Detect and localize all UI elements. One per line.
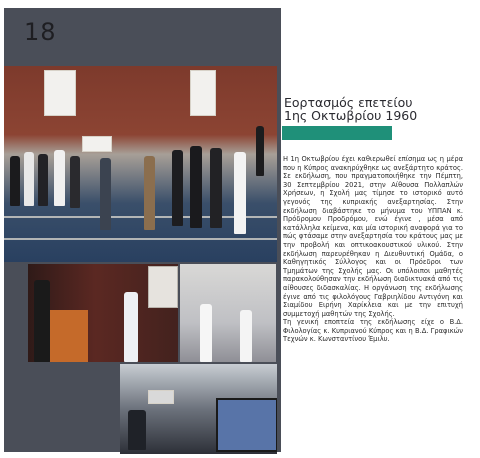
floor-line xyxy=(4,238,277,240)
person xyxy=(54,150,65,206)
projection-screen xyxy=(148,266,178,308)
article-paragraph: Τη γενική εποπτεία της εκδήλωσης είχε ο Β.Δ. Φιλολογίας κ. Κυπριανού Κύπρος και η Β.Δ. Γραφικών Τεχνών κ. Κωνσταντίνου Έμιλυ. xyxy=(283,318,463,344)
person xyxy=(144,156,155,230)
student xyxy=(128,410,146,450)
person xyxy=(256,126,264,176)
title-line: Εορτασμός επετείου xyxy=(284,95,413,110)
accent-bar xyxy=(282,126,392,140)
hall-window xyxy=(44,70,76,116)
person xyxy=(10,156,20,206)
person xyxy=(70,156,80,208)
article-title xyxy=(284,96,417,122)
classroom-photo xyxy=(120,364,277,454)
person xyxy=(190,146,202,228)
students-photo xyxy=(180,264,276,362)
speaker xyxy=(34,280,50,362)
article-paragraph: Η 1η Οκτωβρίου έχει καθιερωθεί επίσημα ως η μέρα που η Κύπρος ανακηρύχθηκε ως ανεξάρτητο κράτος. Σε εκδήλωση, που πραγματοποιήθηκε την Πέμπτη, 30 Σεπτεμβρίου 2021, στην Αίθουσα Πολλαπλών Χρήσεων, η Σχολή μας τίμησε το ιστορικό αυτό γεγονός της κυπριακής ανεξαρτησίας. Στην εκδήλωση διαβάστηκε το μήνυμα του ΥΠΠΑΝ κ. Πρόδρομου Προδρόμου, ενώ έγινε , μέσα από κατάλληλα κείμενα, και μία ιστορική αναφορά για το πώς φτάσαμε στην ανεξαρτησία του κράτους μας με την προβολή και οπτικοακουστικού υλικού. Στην εκδήλωση παρευρέθηκαν η Διευθυντική Ομάδα, ο Καθηγητικός Σύλλογος και οι Πρόεδροι των Τμημάτων της Σχολής μας. Οι υπόλοιποι μαθητές παρακολούθησαν την εκδήλωση διαδικτυακά από τις αίθουσες διδασκαλίας. Η οργάνωση της εκδήλωσης έγινε από τις φιλολόγους Γαβριηλίδου Αντιγόνη και Σιαμίδου Ειρήνη Χαρίκλεια και με την επιτυχή συμμετοχή μαθητών της Σχολής. xyxy=(283,155,463,318)
student xyxy=(124,292,138,362)
title-line: 1ης Οκτωβρίου 1960 xyxy=(284,108,418,123)
student xyxy=(240,310,252,362)
student xyxy=(200,304,212,362)
assembly-hall-photo xyxy=(4,66,277,262)
person xyxy=(172,150,183,226)
person xyxy=(24,152,34,206)
page-number: 18 xyxy=(24,18,57,46)
window xyxy=(148,390,174,404)
person xyxy=(210,148,222,228)
hall-window xyxy=(82,136,112,152)
person xyxy=(100,158,111,230)
person xyxy=(234,152,246,234)
dark-side-panel xyxy=(4,8,281,452)
monitor xyxy=(216,398,277,452)
article-body xyxy=(283,155,463,344)
lectern xyxy=(50,310,88,362)
person xyxy=(38,154,48,206)
speech-photo xyxy=(28,264,178,362)
hall-window xyxy=(190,70,216,116)
